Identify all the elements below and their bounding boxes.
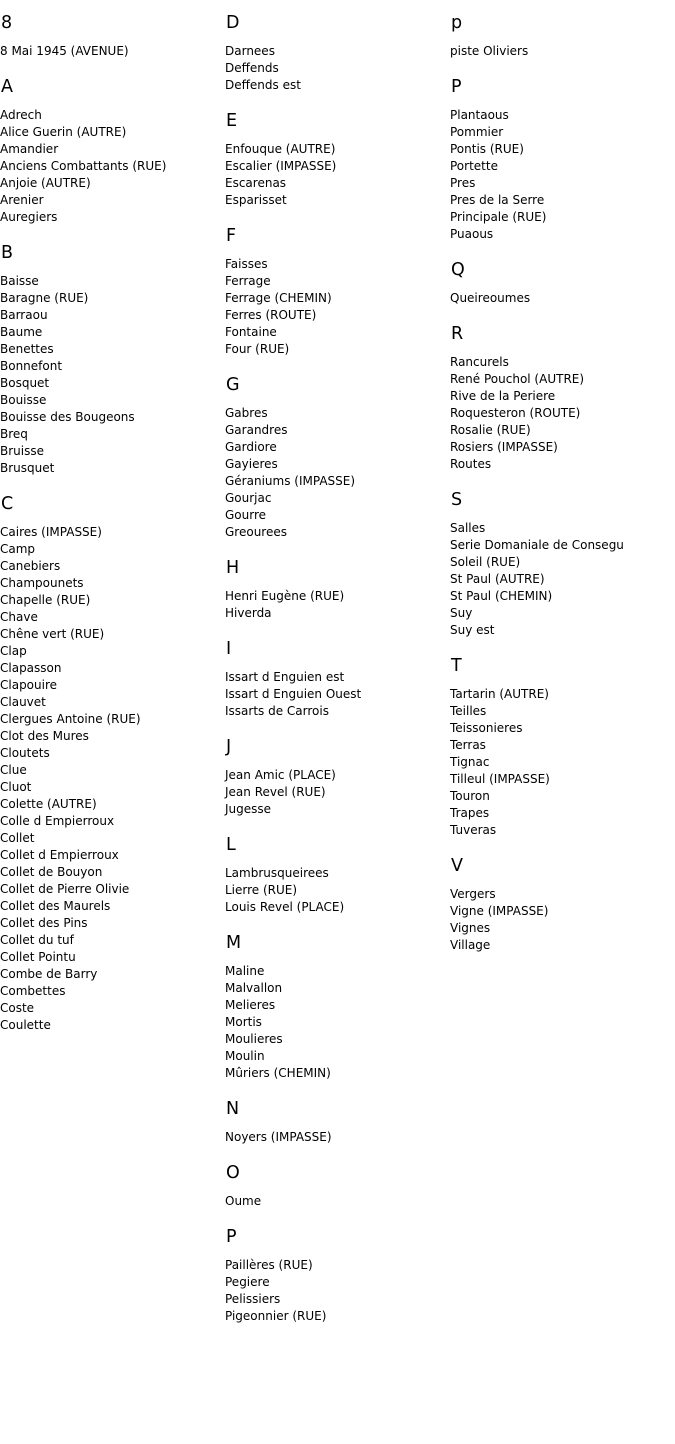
street-link[interactable]: Malvallon [225,981,283,995]
letter-group [225,835,450,916]
street-list [450,43,675,60]
street-link[interactable]: Bonnefont [0,359,63,373]
letter-group [225,933,450,1082]
street-link[interactable]: Alice Guerin (AUTRE) [0,125,127,139]
street-list [0,273,225,477]
letter-heading: R [451,324,464,344]
street-list [225,1129,450,1146]
street-link[interactable]: Collet d Empierroux [0,848,119,862]
letter-heading: 8 [1,13,13,33]
street-link[interactable]: Esparisset [225,193,287,207]
street-link[interactable]: Four (RUE) [225,342,290,356]
street-link[interactable]: Vigne (IMPASSE) [450,904,549,918]
street-list [450,354,675,473]
street-list [225,141,450,209]
letter-group [0,494,225,1034]
street-link[interactable]: Portette [450,159,498,173]
street-link[interactable]: Bruisse [0,444,44,458]
street-list [225,1193,450,1210]
letter-heading: V [451,856,463,876]
street-link[interactable]: Escarenas [225,176,287,190]
letter-group [450,856,675,954]
letter-group [225,111,450,209]
street-link[interactable]: Hiverda [225,606,272,620]
street-link[interactable]: Baume [0,325,43,339]
street-link[interactable]: Roquesteron (ROUTE) [450,406,581,420]
street-link[interactable]: Maline [225,964,265,978]
letter-heading: I [226,639,232,659]
street-link[interactable]: Pres de la Serre [450,193,545,207]
street-list [450,107,675,243]
street-list [450,686,675,839]
letter-heading: C [1,494,14,514]
street-list [0,524,225,1034]
street-link[interactable]: Queireoumes [450,291,531,305]
street-link[interactable]: Bosquet [0,376,50,390]
letter-heading: L [226,835,236,855]
street-link[interactable]: Clergues Antoine (RUE) [0,712,141,726]
letter-heading: N [226,1099,240,1119]
street-link[interactable]: Mûriers (CHEMIN) [225,1066,331,1080]
street-link[interactable]: 8 Mai 1945 (AVENUE) [0,44,129,58]
street-link[interactable]: Mortis [225,1015,262,1029]
street-link[interactable]: Suy est [450,623,495,637]
street-link[interactable]: Deffends est [225,78,301,92]
street-link[interactable]: Camp [0,542,36,556]
letter-group [450,324,675,473]
street-link[interactable]: Issart d Enguien Ouest [225,687,362,701]
street-link[interactable]: Routes [450,457,492,471]
street-link[interactable]: Salles [450,521,486,535]
letter-heading: B [1,243,14,263]
street-link[interactable]: Suy [450,606,473,620]
street-link[interactable]: Trapes [450,806,490,820]
street-link[interactable]: Rosalie (RUE) [450,423,531,437]
street-link[interactable]: Colle d Empierroux [0,814,115,828]
street-link[interactable]: Faisses [225,257,268,271]
street-link[interactable]: Jean Amic (PLACE) [225,768,336,782]
street-list [0,43,225,60]
street-link[interactable]: Baisse [0,274,39,288]
street-link[interactable]: Ferrage (CHEMIN) [225,291,332,305]
street-link[interactable]: Pigeonnier (RUE) [225,1309,327,1323]
street-link[interactable]: Brusquet [0,461,55,475]
street-link[interactable]: Tignac [450,755,490,769]
letter-heading: O [226,1163,240,1183]
street-link[interactable]: Auregiers [0,210,58,224]
street-link[interactable]: René Pouchol (AUTRE) [450,372,585,386]
street-link[interactable]: Bouisse des Bougeons [0,410,135,424]
street-link[interactable]: Jean Revel (RUE) [225,785,326,799]
street-index-column-1 [0,0,225,1051]
street-link[interactable]: St Paul (CHEMIN) [450,589,553,603]
street-link[interactable]: Deffends [225,61,279,75]
letter-heading: T [451,656,462,676]
street-link[interactable]: Puaous [450,227,494,241]
street-link[interactable]: Champounets [0,576,84,590]
street-link[interactable]: Greourees [225,525,287,539]
street-link[interactable]: Gourjac [225,491,272,505]
street-link[interactable]: Baragne (RUE) [0,291,89,305]
letter-group [225,226,450,358]
street-link[interactable]: Teilles [450,704,487,718]
street-link[interactable]: Garandres [225,423,288,437]
letter-heading: p [451,13,463,33]
street-link[interactable]: Barraou [0,308,48,322]
street-link[interactable]: Cloutets [0,746,50,760]
street-list [0,107,225,226]
letter-group [225,737,450,818]
letter-heading: P [451,77,462,97]
street-link[interactable]: Benettes [0,342,54,356]
letter-group [0,13,225,60]
street-link[interactable]: Clot des Mures [0,729,89,743]
street-link[interactable]: Gayieres [225,457,278,471]
street-link[interactable]: Clapouire [0,678,58,692]
street-link[interactable]: Jugesse [225,802,272,816]
street-link[interactable]: Géraniums (IMPASSE) [225,474,356,488]
street-link[interactable]: Melieres [225,998,276,1012]
street-link[interactable]: Escalier (IMPASSE) [225,159,337,173]
letter-heading: G [226,375,240,395]
street-link[interactable]: Rancurels [450,355,509,369]
street-link[interactable]: Coste [0,1001,35,1015]
street-link[interactable]: Rosiers (IMPASSE) [450,440,558,454]
street-link[interactable]: Clauvet [0,695,46,709]
street-link[interactable]: Teissonieres [450,721,523,735]
street-index-column-2 [225,0,450,1342]
street-link[interactable]: Plantaous [450,108,509,122]
street-link[interactable]: Vignes [450,921,491,935]
letter-group [450,260,675,307]
letter-heading: F [226,226,237,246]
street-link[interactable]: Moulin [225,1049,265,1063]
street-link[interactable]: Canebiers [0,559,61,573]
street-link[interactable]: Ferres (ROUTE) [225,308,317,322]
street-link[interactable]: Arenier [0,193,44,207]
street-link[interactable]: Touron [450,789,490,803]
street-link[interactable]: Pegiere [225,1275,270,1289]
street-link[interactable]: Darnees [225,44,275,58]
street-list [450,886,675,954]
street-link[interactable]: Collet Pointu [0,950,76,964]
street-link[interactable]: Clapasson [0,661,62,675]
street-link[interactable]: Issarts de Carrois [225,704,329,718]
letter-group [450,490,675,639]
letter-group [225,639,450,720]
street-link[interactable]: Clue [0,763,27,777]
street-link[interactable]: Breq [0,427,28,441]
street-list [225,767,450,818]
street-link[interactable]: Chêne vert (RUE) [0,627,105,641]
street-link[interactable]: Rive de la Periere [450,389,556,403]
street-link[interactable]: Combe de Barry [0,967,98,981]
letter-group [225,375,450,541]
street-link[interactable]: Clap [0,644,27,658]
street-link[interactable]: Noyers (IMPASSE) [225,1130,332,1144]
street-link[interactable]: Village [450,938,491,952]
street-link[interactable]: Ferrage [225,274,271,288]
street-link[interactable]: Coulette [0,1018,51,1032]
street-link[interactable]: Enfouque (AUTRE) [225,142,336,156]
street-link[interactable]: Henri Eugène (RUE) [225,589,345,603]
letter-heading: D [226,13,240,33]
street-link[interactable]: Gourre [225,508,267,522]
street-link[interactable]: Terras [450,738,486,752]
street-list [225,669,450,720]
letter-heading: S [451,490,463,510]
street-link[interactable]: Caires (IMPASSE) [0,525,102,539]
street-list [225,1257,450,1325]
letter-heading: Q [451,260,465,280]
street-link[interactable]: Gabres [225,406,268,420]
street-link[interactable]: Tilleul (IMPASSE) [450,772,550,786]
street-link[interactable]: Lierre (RUE) [225,883,298,897]
letter-group [225,1099,450,1146]
street-link[interactable]: Cluot [0,780,32,794]
street-link[interactable]: Collet des Maurels [0,899,111,913]
letter-heading: J [226,737,232,757]
street-link[interactable]: Bouisse [0,393,47,407]
street-link[interactable]: St Paul (AUTRE) [450,572,545,586]
street-link[interactable]: Collet des Pins [0,916,88,930]
street-link[interactable]: Colette (AUTRE) [0,797,97,811]
street-link[interactable]: Moulieres [225,1032,283,1046]
street-link[interactable]: Oume [225,1194,262,1208]
letter-group [225,1163,450,1210]
street-index-column-3 [450,0,675,971]
street-link[interactable]: Soleil (RUE) [450,555,521,569]
street-link[interactable]: piste Oliviers [450,44,529,58]
street-link[interactable]: Vergers [450,887,496,901]
street-link[interactable]: Collet [0,831,35,845]
letter-group [450,77,675,243]
letter-heading: H [226,558,240,578]
letter-group [225,558,450,622]
street-list [225,43,450,94]
street-link[interactable]: Principale (RUE) [450,210,547,224]
street-link[interactable]: Tuveras [450,823,497,837]
street-list [450,290,675,307]
street-list [225,588,450,622]
letter-heading: E [226,111,238,131]
street-link[interactable]: Collet du tuf [0,933,74,947]
street-link[interactable]: Issart d Enguien est [225,670,345,684]
street-link[interactable]: Pres [450,176,476,190]
street-link[interactable]: Amandier [0,142,59,156]
street-link[interactable]: Fontaine [225,325,277,339]
street-list [225,963,450,1082]
street-link[interactable]: Collet de Bouyon [0,865,103,879]
street-link[interactable]: Pontis (RUE) [450,142,524,156]
street-list [225,865,450,916]
street-link[interactable]: Combettes [0,984,66,998]
street-link[interactable]: Serie Domaniale de Consegu [450,538,624,552]
street-link[interactable]: Louis Revel (PLACE) [225,900,345,914]
letter-heading: M [226,933,242,953]
street-link[interactable]: Anciens Combattants (RUE) [0,159,167,173]
street-link[interactable]: Pelissiers [225,1292,281,1306]
letter-group [450,656,675,839]
street-link[interactable]: Anjoie (AUTRE) [0,176,91,190]
letter-group [0,77,225,226]
street-list [225,405,450,541]
street-link[interactable]: Chapelle (RUE) [0,593,91,607]
letter-group [0,243,225,477]
street-link[interactable]: Chave [0,610,38,624]
letter-group [450,13,675,60]
street-link[interactable]: Pommier [450,125,504,139]
letter-group [225,13,450,94]
street-link[interactable]: Lambrusqueirees [225,866,329,880]
street-link[interactable]: Tartarin (AUTRE) [450,687,549,701]
letter-group [225,1227,450,1325]
street-link[interactable]: Gardiore [225,440,277,454]
street-link[interactable]: Paillères (RUE) [225,1258,313,1272]
street-list [450,520,675,639]
street-link[interactable]: Adrech [0,108,42,122]
letter-heading: P [226,1227,237,1247]
street-link[interactable]: Collet de Pierre Olivie [0,882,130,896]
street-list [225,256,450,358]
letter-heading: A [1,77,13,97]
